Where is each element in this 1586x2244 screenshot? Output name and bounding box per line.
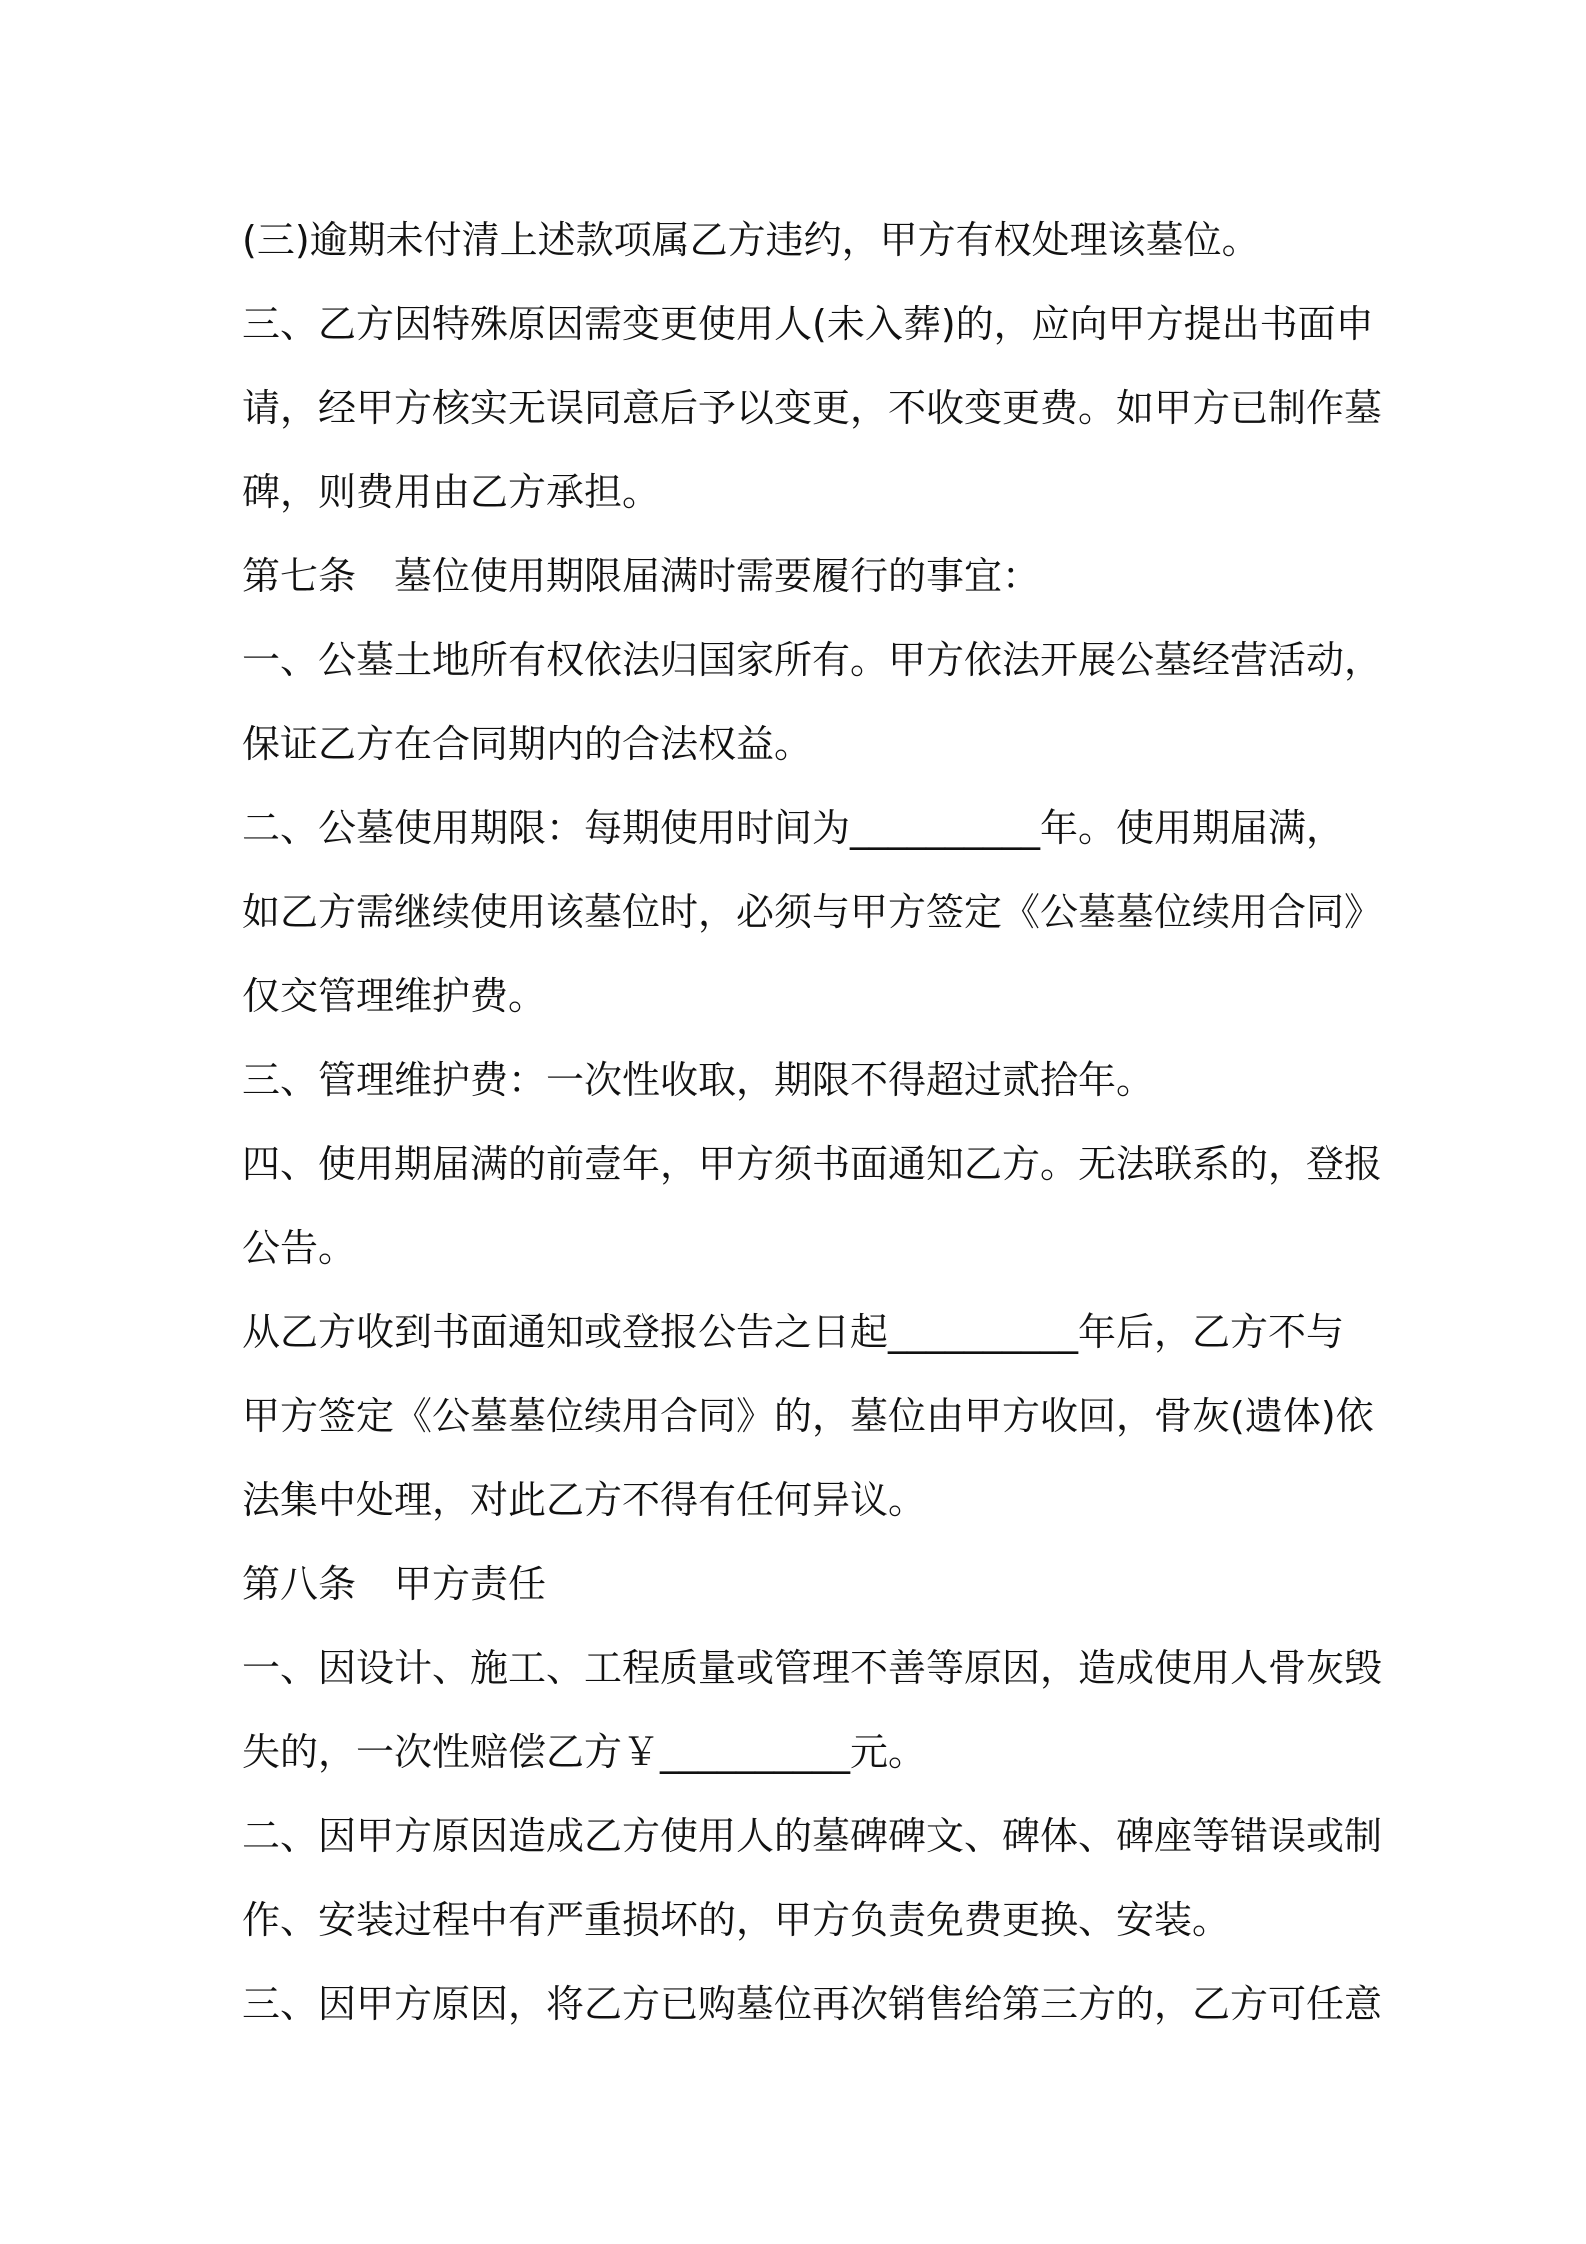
article-heading: 第八条 甲方责任 xyxy=(242,1562,547,1606)
text-line: 法集中处理，对此乙方不得有任何异议。 xyxy=(242,1478,927,1522)
text-line: 请，经甲方核实无误同意后予以变更，不收变更费。如甲方已制作墓 xyxy=(242,386,1383,430)
text-line: 甲方签定《公墓墓位续用合同》的，墓位由甲方收回，骨灰(遗体)依 xyxy=(242,1394,1374,1438)
text-line: 三、乙方因特殊原因需变更使用人(未入葬)的，应向甲方提出书面申 xyxy=(242,302,1374,346)
text-line: 一、因设计、施工、工程质量或管理不善等原因，造成使用人骨灰毁 xyxy=(242,1646,1383,1690)
article-heading: 第七条 墓位使用期限届满时需要履行的事宜： xyxy=(242,554,1041,598)
text-line: 保证乙方在合同期内的合法权益。 xyxy=(242,722,813,766)
text-line: 公告。 xyxy=(242,1226,357,1270)
text-line: 碑，则费用由乙方承担。 xyxy=(242,470,661,514)
text-line: 一、公墓土地所有权依法归国家所有。甲方依法开展公墓经营活动， xyxy=(242,638,1383,682)
text-line: 三、因甲方原因，将乙方已购墓位再次销售给第三方的，乙方可任意 xyxy=(242,1982,1383,2026)
text-line: 如乙方需继续使用该墓位时，必须与甲方签定《公墓墓位续用合同》 xyxy=(242,890,1383,934)
text-line: 三、管理维护费：一次性收取，期限不得超过贰拾年。 xyxy=(242,1058,1155,1102)
text-line: 二、公墓使用期限：每期使用时间为__________年。使用期届满， xyxy=(242,806,1345,850)
text-line: 失的，一次性赔偿乙方￥__________元。 xyxy=(242,1730,927,1774)
document-body xyxy=(242,198,1383,2046)
text-line: 作、安装过程中有严重损坏的，甲方负责免费更换、安装。 xyxy=(242,1898,1231,1942)
text-line: (三)逾期未付清上述款项属乙方违约，甲方有权处理该墓位。 xyxy=(242,218,1260,262)
text-line: 从乙方收到书面通知或登报公告之日起__________年后，乙方不与 xyxy=(242,1310,1345,1354)
text-line: 二、因甲方原因造成乙方使用人的墓碑碑文、碑体、碑座等错误或制 xyxy=(242,1814,1383,1858)
text-line: 四、使用期届满的前壹年，甲方须书面通知乙方。无法联系的，登报 xyxy=(242,1142,1383,1186)
text-line: 仅交管理维护费。 xyxy=(242,974,547,1018)
